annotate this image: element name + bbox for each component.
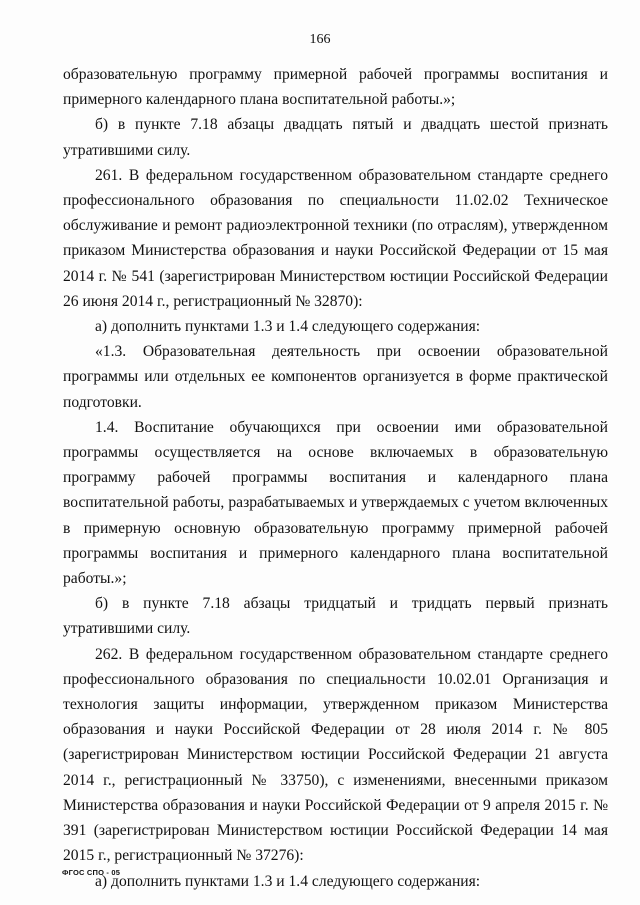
paragraph-item-262: 262. В федеральном государственном образовательном стандарте среднего профессионального образования по специальности 10.02.01 Организация и технология защиты информации, утвержденном приказом Министерства образования и науки Российской Федерации от 28 июля 2014 г. № 805 (зарегистрирован Министерством юстиции Российской Федерации 21 августа 2014 г., регистрационный № 33750), с изменениями, внесенными приказом Министерства образования и науки Российской Федерации от 9 апреля 2015 г. № 391 (зарегистрирован Министерством юстиции Российской Федерации 14 мая 2015 г., регистрационный № 37276): — [63, 645, 608, 865]
footer-code: ФГОС СПО - 05 — [62, 868, 121, 877]
paragraph-quote-1-4: 1.4. Воспитание обучающихся при освоении ими образовательной программы осуществляется на основе включаемых в образовательную программу рабочей программы воспитания и календарного плана воспитательной работы, разрабатываемых и утверждаемых с учетом включенных в примерную основную образовательную программу примерной рабочей программы воспитания и примерного календарного плана воспитательной работы.»; — [63, 418, 608, 588]
paragraph-item-261: 261. В федеральном государственном образовательном стандарте среднего профессионального образования по специальности 11.02.02 Техническое обслуживание и ремонт радиоэлектронной техники (по отраслям), утвержденном приказом Министерства образования и науки Российской Федерации от 15 мая 2014 г. № 541 (зарегистрирован Министерством юстиции Российской Федерации 26 июня 2014 г., регистрационный № 32870): — [63, 166, 608, 310]
page-number: 166 — [309, 32, 331, 47]
paragraph-quote-1-3: «1.3. Образовательная деятельность при освоении образовательной программы или отдельных ее компонентов организуется в форме практической подготовки. — [63, 343, 608, 411]
paragraph-item-b-7-18-second: б) в пункте 7.18 абзацы тридцатый и тридцать первый признать утратившими силу. — [63, 595, 608, 638]
paragraph-item-a-first: а) дополнить пунктами 1.3 и 1.4 следующего содержания: — [95, 318, 481, 336]
paragraph-continuation: образовательную программу примерной рабочей программы воспитания и примерного календарного плана воспитательной работы.»; — [63, 66, 608, 109]
paragraph-item-b-7-18-first: б) в пункте 7.18 абзацы двадцать пятый и двадцать шестой признать утратившими силу. — [63, 116, 608, 159]
document-body — [63, 62, 608, 894]
paragraph-item-a-second: а) дополнить пунктами 1.3 и 1.4 следующего содержания: — [95, 872, 481, 890]
